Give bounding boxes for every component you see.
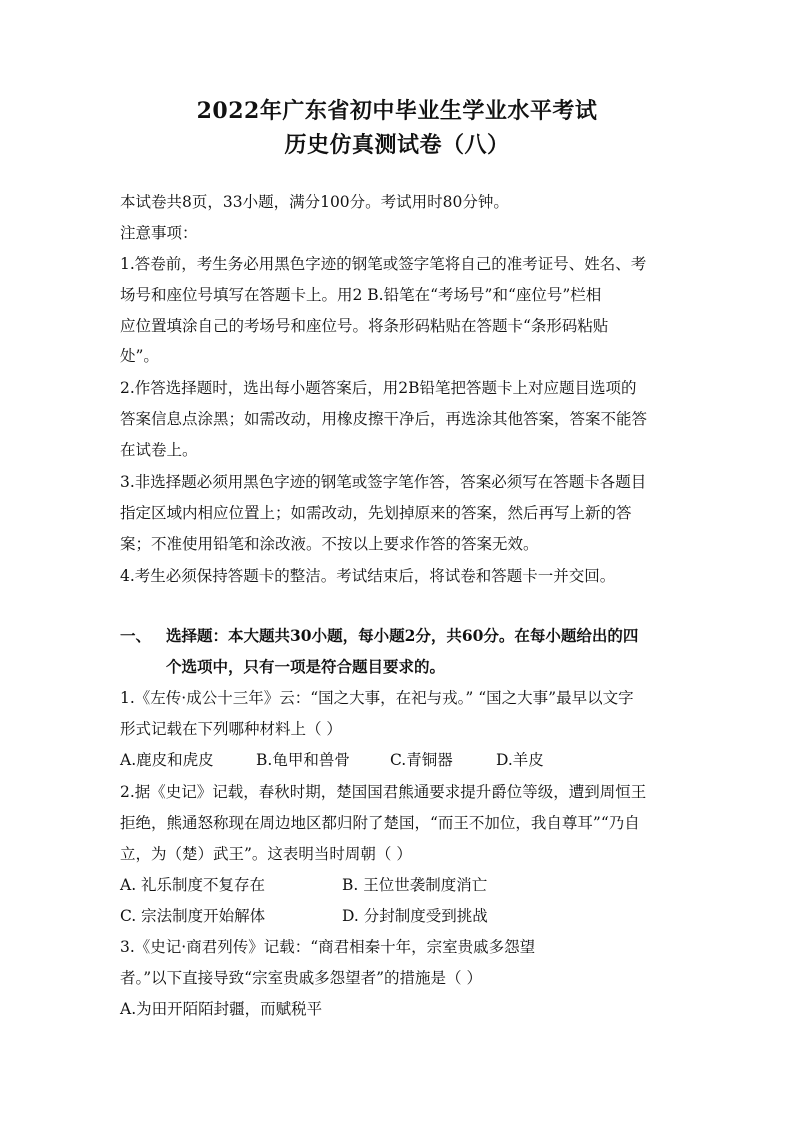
notice-line: 应位置填涂自己的考场号和座位号。将条形码粘贴在答题卡“条形码粘贴: [120, 317, 609, 335]
question-2-stem-cont: 立，为（楚）武王”。这表明当时周朝（ ）: [120, 845, 412, 863]
question-3-stem: 3.《史记·商君列传》记载：“商君相秦十年，宗室贵戚多怨望: [120, 938, 536, 956]
question-1-stem: 1.《左传·成公十三年》云：“国之大事，在祀与戎。” “国之大事”最早以文字: [120, 689, 634, 707]
question-1-option-d: D.羊皮: [496, 751, 544, 769]
question-1-option-c: C.青铜器: [390, 751, 453, 769]
notice-line: 处”。: [120, 347, 159, 365]
question-1-stem-cont: 形式记载在下列哪种材料上（ ）: [120, 720, 342, 738]
question-1-option-a: A.鹿皮和虎皮: [120, 751, 214, 769]
exam-title: 2022年广东省初中毕业生学业水平考试: [196, 98, 598, 124]
notice-line: 场号和座位号填写在答题卡上。用2 B.铅笔在“考场号”和“座位号”栏相: [120, 286, 602, 304]
notice-line: 4.考生必须保持答题卡的整洁。考试结束后，将试卷和答题卡一并交回。: [120, 567, 616, 585]
notice-line: 案；不准使用铅笔和涂改液。不按以上要求作答的答案无效。: [120, 535, 539, 553]
notice-line: 在试卷上。: [120, 441, 198, 459]
question-2-option-b: B. 王位世袭制度消亡: [342, 876, 488, 894]
notice-heading: 注意事项：: [120, 224, 198, 242]
section-heading: 选择题：本大题共30小题，每小题2分，共60分。在每小题给出的四: [166, 626, 639, 645]
question-2-option-c: C. 宗法制度开始解体: [120, 907, 266, 925]
notice-line: 1.答卷前，考生务必用黑色字迹的钢笔或签字笔将自己的准考证号、姓名、考: [120, 255, 647, 273]
exam-summary: 本试卷共8页，33小题，满分100分。考试用时80分钟。: [120, 193, 509, 211]
exam-subtitle: 历史仿真测试卷（八）: [284, 132, 510, 158]
notice-line: 2.作答选择题时，选出每小题答案后，用2B铅笔把答题卡上对应题目选项的: [120, 379, 637, 397]
question-2-stem-cont: 拒绝，熊通怒称现在周边地区都归附了楚国，“而王不加位，我自尊耳”“乃自: [120, 814, 640, 832]
section-number: 一、: [120, 626, 152, 645]
question-3-stem-cont: 者。”以下直接导致“宗室贵戚多怨望者”的措施是（ ）: [120, 969, 482, 987]
question-2-option-d: D. 分封制度受到挑战: [342, 907, 488, 925]
question-3-option-a: A.为田开陌陌封疆，而赋税平: [120, 1000, 323, 1018]
notice-line: 3.非选择题必须用黑色字迹的钢笔或签字笔作答，答案必须写在答题卡各题目: [120, 473, 647, 491]
section-heading-cont: 个选项中，只有一项是符合题目要求的。: [166, 657, 446, 676]
question-2-stem: 2.据《史记》记载，春秋时期，楚国国君熊通要求提升爵位等级，遭到周恒王: [120, 783, 647, 801]
question-1-option-b: B.龟甲和兽骨: [256, 751, 350, 769]
notice-line: 答案信息点涂黑；如需改动，用橡皮擦干净后，再选涂其他答案，答案不能答: [120, 410, 648, 428]
notice-line: 指定区域内相应位置上；如需改动，先划掉原来的答案，然后再写上新的答: [120, 504, 632, 522]
question-2-option-a: A. 礼乐制度不复存在: [120, 876, 266, 894]
